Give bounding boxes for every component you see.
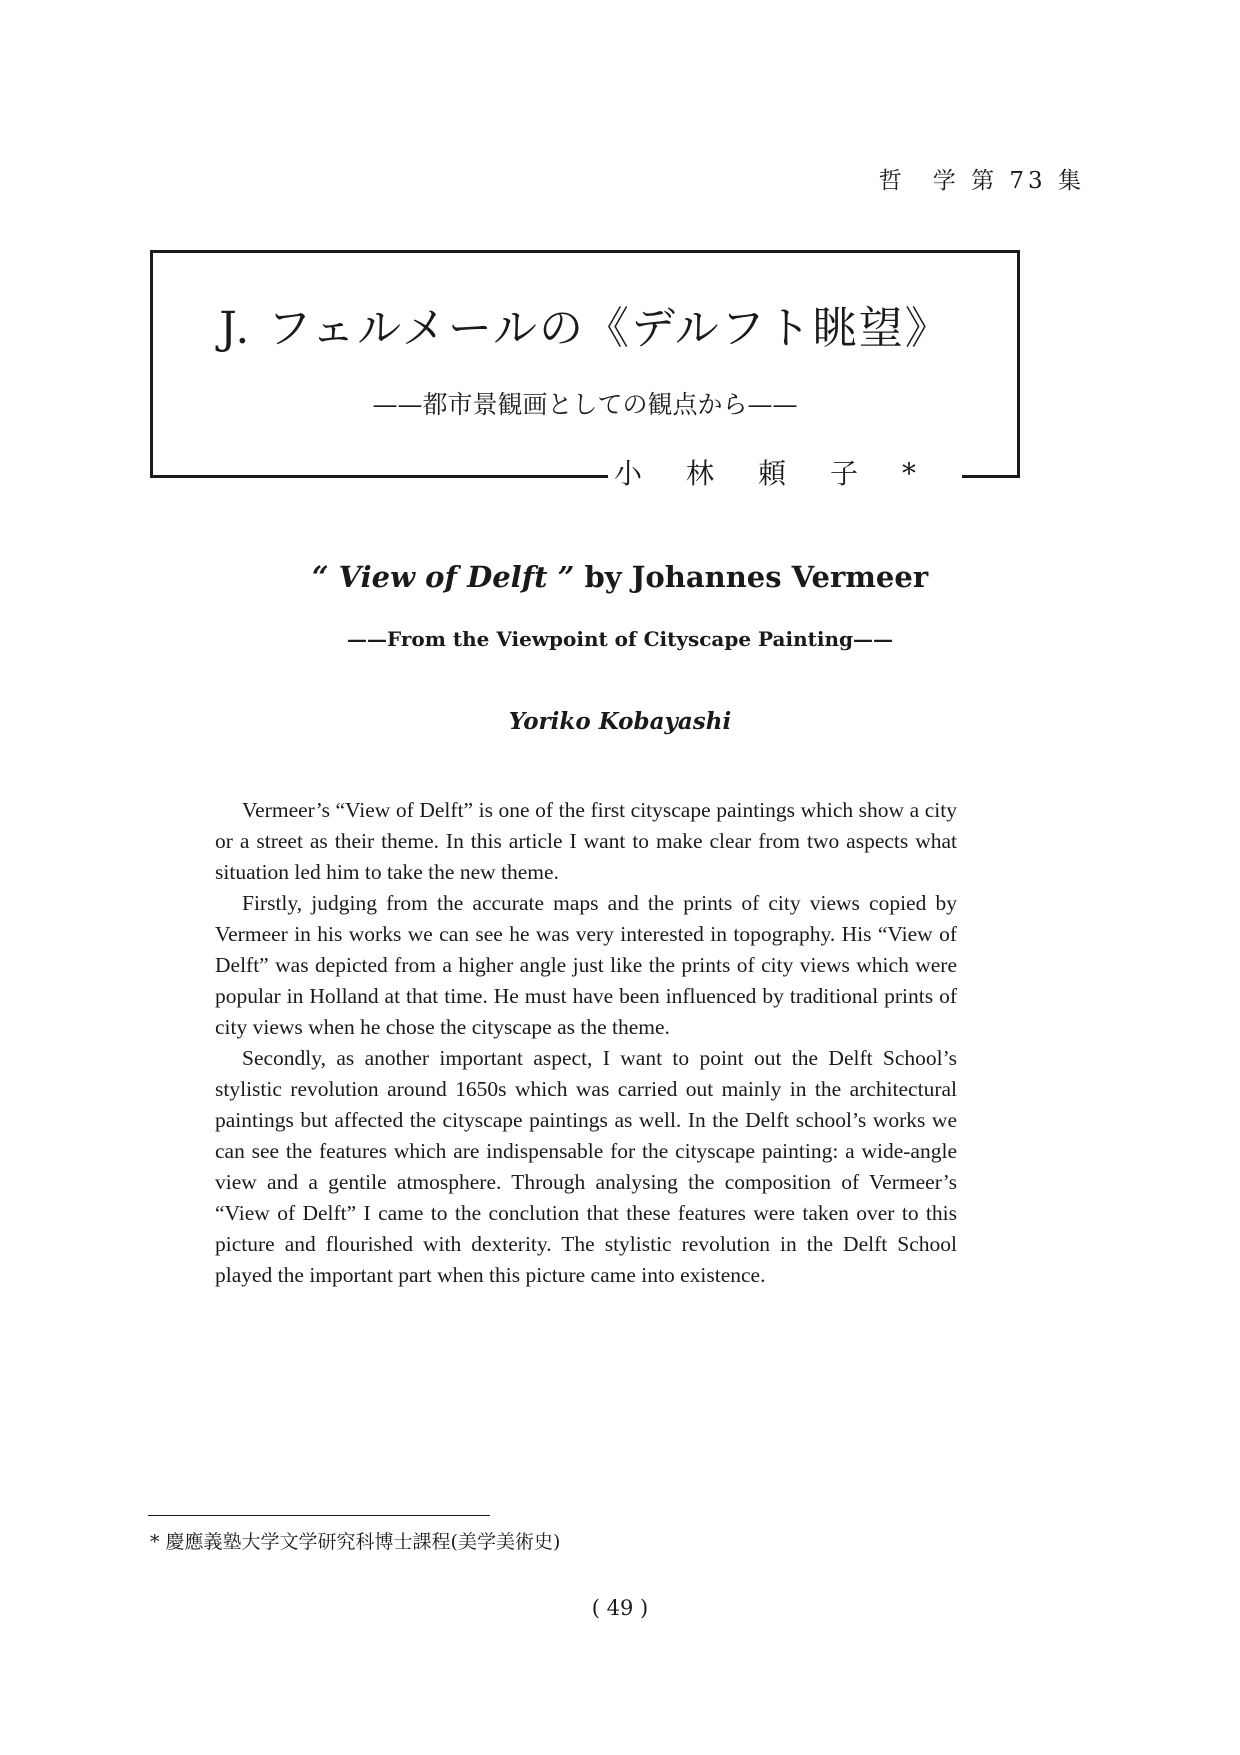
abstract-paragraph: Firstly, judging from the accurate maps and the prints of city views copied by Vermeer in his works we can see he was very interested in topography. His “View of Delft” was depicted from a higher angle just like the prints of city views which were popular in Holland at that time. He must have been influenced by traditional prints of city views when he chose the cityscape as the theme.	[215, 891, 957, 1039]
title-box-top-rule	[150, 250, 1020, 253]
abstract	[215, 795, 957, 1291]
title-box-bottom-rule-right	[962, 475, 1020, 478]
title-box-bottom-rule-left	[150, 475, 630, 478]
japanese-author: 小林頼子*	[608, 452, 960, 492]
english-author: Yoriko Kobayashi	[508, 708, 732, 735]
footnote-rule	[148, 1515, 490, 1516]
title-box-left-rule	[150, 250, 153, 478]
footnote: * 慶應義塾大学文学研究科博士課程(美学美術史)	[150, 1531, 561, 1553]
journal-header: 哲 学 第 73 集	[878, 168, 1085, 194]
abstract-paragraph: Secondly, as another important aspect, I want to point out the Delft School’s stylistic revolution around 1650s which was carried out mainly in the architectural paintings but affected the cityscape paintings as well. In the Delft school’s works we can see the features which are indispensable for the cityscape painting: a wide-angle view and a gentile atmosphere. Through analysing the composition of Vermeer’s “View of Delft” I came to the conclution that these features were taken over to this picture and flourished with dexterity. The stylistic revolution in the Delft School played the important part when this picture came into existence.	[215, 1046, 957, 1287]
english-title-artist: by Johannes Vermeer	[574, 560, 929, 594]
title-box	[150, 250, 1020, 490]
abstract-paragraph: Vermeer’s “View of Delft” is one of the first cityscape paintings which show a city or a street as their theme. In this article I want to make clear from two aspects what situation led him to take the new theme.	[215, 798, 957, 884]
title-box-right-rule	[1017, 250, 1020, 478]
japanese-title: J. フェルメールの《デルフト眺望》	[219, 303, 951, 354]
english-title	[0, 560, 1240, 594]
page-number: ( 49 )	[591, 1596, 649, 1620]
english-title-work: “ View of Delft ”	[311, 560, 575, 594]
english-subtitle: ——From the Viewpoint of Cityscape Painting——	[347, 627, 893, 651]
japanese-subtitle: ——都市景観画としての観点から——	[372, 390, 798, 419]
